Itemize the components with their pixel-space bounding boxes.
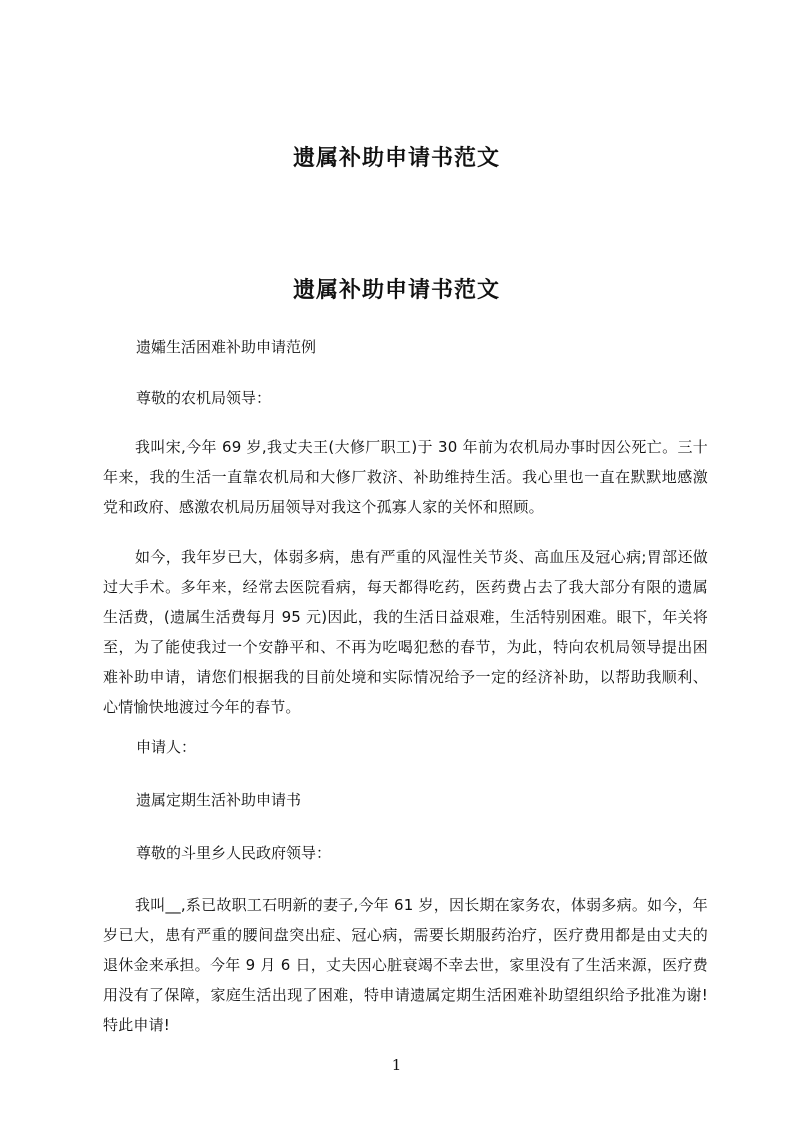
letter2-salutation: 尊敬的斗里乡人民政府领导： [136, 844, 332, 862]
document-title: 遗属补助申请书范文 [292, 278, 500, 303]
letter1-applicant-label: 申请人： [136, 738, 197, 756]
page-number: 1 [391, 1056, 402, 1074]
letter1-paragraph-2: 如今，我年岁已大，体弱多病，患有严重的风湿性关节炎、高血压及冠心病;胃部还做过大手术。多年来，经常去医院看病，每天都得吃药，医药费占去了我大部分有限的遗属生活费，(遗属生活费每月 95 元)因此，我的生活日益艰难，生活特别困难。眼下，年关将至，为了能使我过一个安静平和、不再为吃喝犯愁的春节，为此，特向农机局领导提出困难补助申请，请您们根据我的目前处境和实际情况给予一定的经济补助，以帮助我顺利、心情愉快地渡过今年的春节。 [103, 548, 708, 716]
letter1-heading: 遗孀生活困难补助申请范例 [136, 338, 317, 356]
letter1-paragraph-1: 我叫宋,今年 69 岁,我丈夫王(大修厂职工)于 30 年前为农机局办事时因公死亡。三十年来，我的生活一直靠农机局和大修厂救济、补助维持生活。我心里也一直在默默地感激党和政府、感激农机局历届领导对我这个孤寡人家的关怀和照顾。 [103, 438, 708, 516]
letter2-paragraph-1: 我叫__,系已故职工石明新的妻子,今年 61 岁，因长期在家务农，体弱多病。如今，年岁已大，患有严重的腰间盘突出症、冠心病，需要长期服药治疗，医疗费用都是由丈夫的退休金来承担。今年 9 月 6 日，丈夫因心脏衰竭不幸去世，家里没有了生活来源，医疗费用没有了保障，家庭生活出现了困难，特申请遗属定期生活困难补助望组织给予批准为谢!特此申请! [103, 896, 708, 1034]
letter2-heading: 遗属定期生活补助申请书 [136, 791, 302, 809]
letter1-salutation: 尊敬的农机局领导： [136, 389, 272, 407]
header-title: 遗属补助申请书范文 [292, 146, 500, 171]
